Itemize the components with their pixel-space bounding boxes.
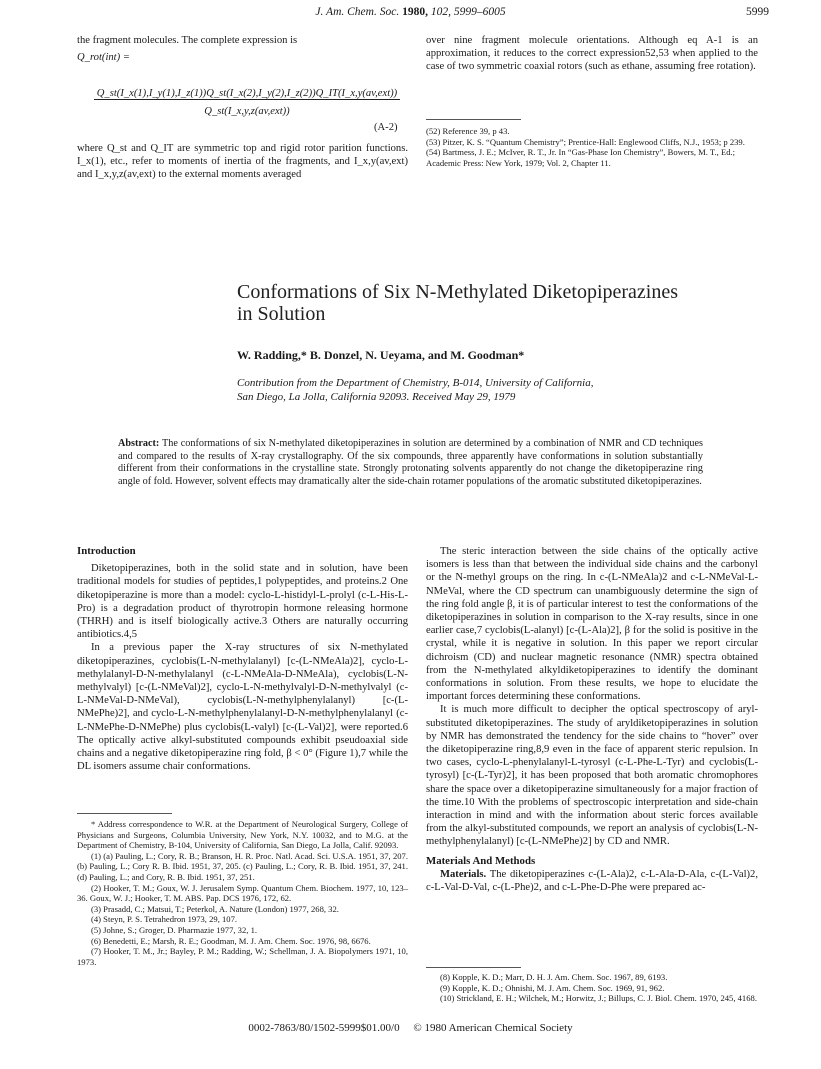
- intro-paragraph-1: Diketopiperazines, both in the solid state and in solution, have been traditional models for studies of peptides,1 polypeptides, and proteins.2 One diketopiperazine is more than a model: cyclo-L-histidyl-L-prolyl (c-L-His-L-Pro) is a degradation product of thyrotropin hormone releasing hormone (THRH) and is itself biologically active.3 Others are naturally occurring antibiotics.4,5: [77, 563, 408, 641]
- page-footer: [0, 1022, 821, 1034]
- equation-denominator: Q_st(I_x,y,z(av,ext)): [204, 106, 290, 117]
- article-code: 0002-7863/80/1502-5999$01.00/0: [248, 1022, 400, 1034]
- reference-item: (52) Reference 39, p 43.: [426, 126, 510, 136]
- reference-item: (2) Hooker, T. M.; Goux, W. J. Jerusalem Symp. Quantum Chem. Biochem. 1977, 10, 123–36. Goux, W. J.; Hooker, T. M. ABS. Pap. DCS 1976, 172, 62.: [77, 882, 408, 904]
- abstract-text: The conformations of six N-methylated diketopiperazines in solution are determined by a combination of NMR and CD techniques and compared to the results of X-ray crystallography. Of the six compounds, three apparently have conformations in solution substantially different from their conformations in the crystalline state. Strongly protonating solvents apparently do not change the diketopiperazine ring angle of fold. However, solvent effects may dramatically alter the side-chain rotamer populations of the aromatic substituted diketopiperazines.: [118, 438, 703, 487]
- abstract-label: Abstract:: [118, 438, 160, 449]
- footnote-rule: [77, 813, 172, 814]
- equation-lhs: Q_rot(int) =: [77, 52, 130, 63]
- materials-label: Materials.: [440, 868, 487, 880]
- running-header: [0, 6, 821, 18]
- equation-numerator: Q_st(I_x(1),I_y(1),I_z(1))Q_st(I_x(2),I_y(2),I_z(2))Q_IT(I_x,y(av,ext)): [94, 88, 400, 100]
- journal-name: J. Am. Chem. Soc.: [315, 6, 400, 18]
- left-footnotes: [77, 819, 408, 967]
- reference-item: (9) Kopple, K. D.; Ohnishi, M. J. Am. Chem. Soc. 1969, 91, 962.: [440, 982, 665, 993]
- left-column: [77, 545, 408, 773]
- footnote-rule: [426, 967, 521, 968]
- journal-year: 1980,: [402, 6, 428, 18]
- right-paragraph-1: The steric interaction between the side chains of the optically active isomers is less than that between the individual side chains and the carbonyl or the N-methyl groups on the ring. In c-(L-NMeAla)2 and c-L-NMeVal-L-NMeVal, where the CD spectrum can unambiguously determine the sign of the ring fold angle β, it is of particular interest to test the conformations of the diketopiperazines in solution in comparison to the X-ray results, since in one earlier case,7 cyclobis(L-alanyl) [c-(L-Ala)2], β for the solid is positive in the crystal, while it is negative in solution. In this paper we report circular dichroism (CD) and nuclear magnetic resonance (NMR) spectra obtained from the N-methylated alkyldiketopiperazines to identify the dominant conformations in solution. From these results, we hope to elucidate the important forces determining these conformations.: [426, 546, 758, 703]
- prev-article-right-text: over nine fragment molecule orientations. Although eq A-1 is an approximation, it reduces to the correct expression52,53 when applied to the case of two symmetric coaxial rotors (such as ethane, assuming free rotation).: [426, 35, 758, 73]
- prev-article-after-equation: where Q_st and Q_IT are symmetric top and rigid rotor parition functions. I_x(1), etc., refer to moments of inertia of the fragments, and I_x,y(av,ext) and I_x,y,z(av,ext) to the external moments averaged: [77, 143, 408, 181]
- right-column: [426, 545, 758, 894]
- author-list: W. Radding,* B. Donzel, N. Ueyama, and M. Goodman*: [237, 348, 525, 362]
- right-footnotes: [426, 972, 758, 1004]
- affiliation-line: Contribution from the Department of Chemistry, B-014, University of California,: [237, 377, 594, 389]
- reference-item: (3) Prasadd, C.; Matsui, T.; Peterkol, A. Nature (London) 1977, 268, 32.: [91, 903, 339, 914]
- right-paragraph-2: It is much more difficult to decipher the optical spectroscopy of aryl-substituted diketopiperazines. The study of aryldiketopiperazines in solution by NMR has demonstrated the tendency for the side chains to “hover” over the diketopiperazine ring,8,9 even in the face of apparent steric repulsion. In two cases, cyclo-L-phenylalanyl-L-tyrosyl (c-L-Phe-L-Tyr) and cyclobis(L-tyrosyl) [c-(L-Tyr)2], it has been proposed that both aromatic chromophores share the space over a diketopiperazine simultaneously for a major fraction of the time.10 With the problems of spectroscopic interpretation and side-chain interaction in mind and with the information about steric forces available from the alkyl-substituted compounds, we report an analysis of cyclobis(L-N-methylphenylalanyl) [c-(L-NMePhe)2] by CD and NMR.: [426, 704, 758, 848]
- correspondence-footnote: * Address correspondence to W.R. at the Department of Neurological Surgery, College of Physicians and Surgeons, Columbia University, New York, N.Y. 10032, and to M.G. at the Department of Chemistry, B-104, University of California, San Diego, La Jolla, Calif. 92093.: [77, 819, 408, 851]
- materials-text: The diketopiperazines c-(L-Ala)2, c-L-Ala-D-Ala, c-(L-Val)2, c-L-Val-D-Val, c-(L-Phe)2, and c-L-Phe-D-Phe were prepared ac-: [426, 868, 758, 894]
- introduction-heading: Introduction: [77, 545, 136, 557]
- journal-pages: 5999–6005: [453, 6, 506, 18]
- reference-item: (7) Hooker, T. M., Jr.; Bayley, P. M.; Radding, W.; Schellman, J. A. Biopolymers 1971, 10, 1973.: [77, 946, 408, 967]
- page-number: 5999: [746, 6, 769, 18]
- equation-number: (A-2): [374, 122, 398, 133]
- prev-article-intro: the fragment molecules. The complete expression is: [77, 35, 298, 46]
- methods-heading: Materials And Methods: [426, 854, 536, 867]
- affiliation: [237, 377, 593, 404]
- abstract: [118, 438, 703, 488]
- reference-item: (6) Benedetti, E.; Marsh, R. E.; Goodman, M. J. Am. Chem. Soc. 1976, 98, 6676.: [91, 935, 371, 946]
- journal-volume: 102,: [430, 6, 451, 18]
- intro-paragraph-2: In a previous paper the X-ray structures of six N-methylated diketopiperazines, cyclobis(L-N-methylalanyl) [c-(L-NMeAla)2], cyclo-L-methylalanyl-D-N-methylalanyl (c-L-NMeAla-D-NMeAla), cyclobis(L-N-methylvalyl) [c-(L-NMeVal)2], cyclo-L-N-methylvalyl-D-N-methylvalyl (c-L-NMeVal-D-NMeVal), cyclobis(L-N-methylphenylalanyl) [c-(L-NMePhe)2], and cyclo-L-N-methylphenylalanyl-D-N-methylphenylalanyl (c-L-NMePhe-D-NMePhe) plus cyclobis(L-valyl) [c-(L-Val)2], were reported.6 The optically active alkyl-substituted compounds exhibit pseudoaxial side chains and a negative diketopiperazine ring fold, β < 0° (Figure 1),7 while the DL isomers assume chair conformations.: [77, 642, 408, 773]
- article-title: Conformations of Six N-Methylated Diketopiperazines in Solution: [237, 281, 679, 325]
- reference-item: (5) Johne, S.; Groger, D. Pharmazie 1977, 32, 1.: [91, 924, 258, 935]
- materials-paragraph: [426, 868, 758, 894]
- reference-item: (8) Kopple, K. D.; Marr, D. H. J. Am. Chem. Soc. 1967, 89, 6193.: [440, 972, 668, 982]
- reference-item: (10) Strickland, E. H.; Wilchek, M.; Horwitz, J.; Billups, C. J. Biol. Chem. 1970, 245, 4168.: [440, 993, 757, 1004]
- received-line: San Diego, La Jolla, California 92093. Received May 29, 1979: [237, 390, 516, 403]
- reference-item: (54) Bartmess, J. E.; McIver, R. T., Jr. In “Gas-Phase Ion Chemistry”, Bowers, M. T., Ed.; Academic Press: New York, 1979; Vol. 2, Chapter 11.: [426, 147, 736, 168]
- copyright: © 1980 American Chemical Society: [413, 1022, 573, 1034]
- reference-item: (53) Pitzer, K. S. “Quantum Chemistry”; Prentice-Hall: Englewood Cliffs, N.J., 1953; p 239.: [426, 136, 745, 147]
- reference-item: (4) Steyn, P. S. Tetrahedron 1973, 29, 107.: [91, 914, 238, 925]
- prev-article-references: [426, 126, 758, 168]
- footnote-rule: [426, 119, 521, 120]
- reference-item: (1) (a) Pauling, L.; Cory, R. B.; Branson, H. R. Proc. Natl. Acad. Sci. U.S.A. 1951, 37, 207. (b) Pauling, L.; Cory R. B. Ibid. 1951, 37, 205. (c) Pauling, L.; Cory, R. B. Ibid. 1951, 37, 241. (d) Pauling, L.; and Cory, R. B. Ibid. 1951, 37, 251.: [77, 850, 408, 882]
